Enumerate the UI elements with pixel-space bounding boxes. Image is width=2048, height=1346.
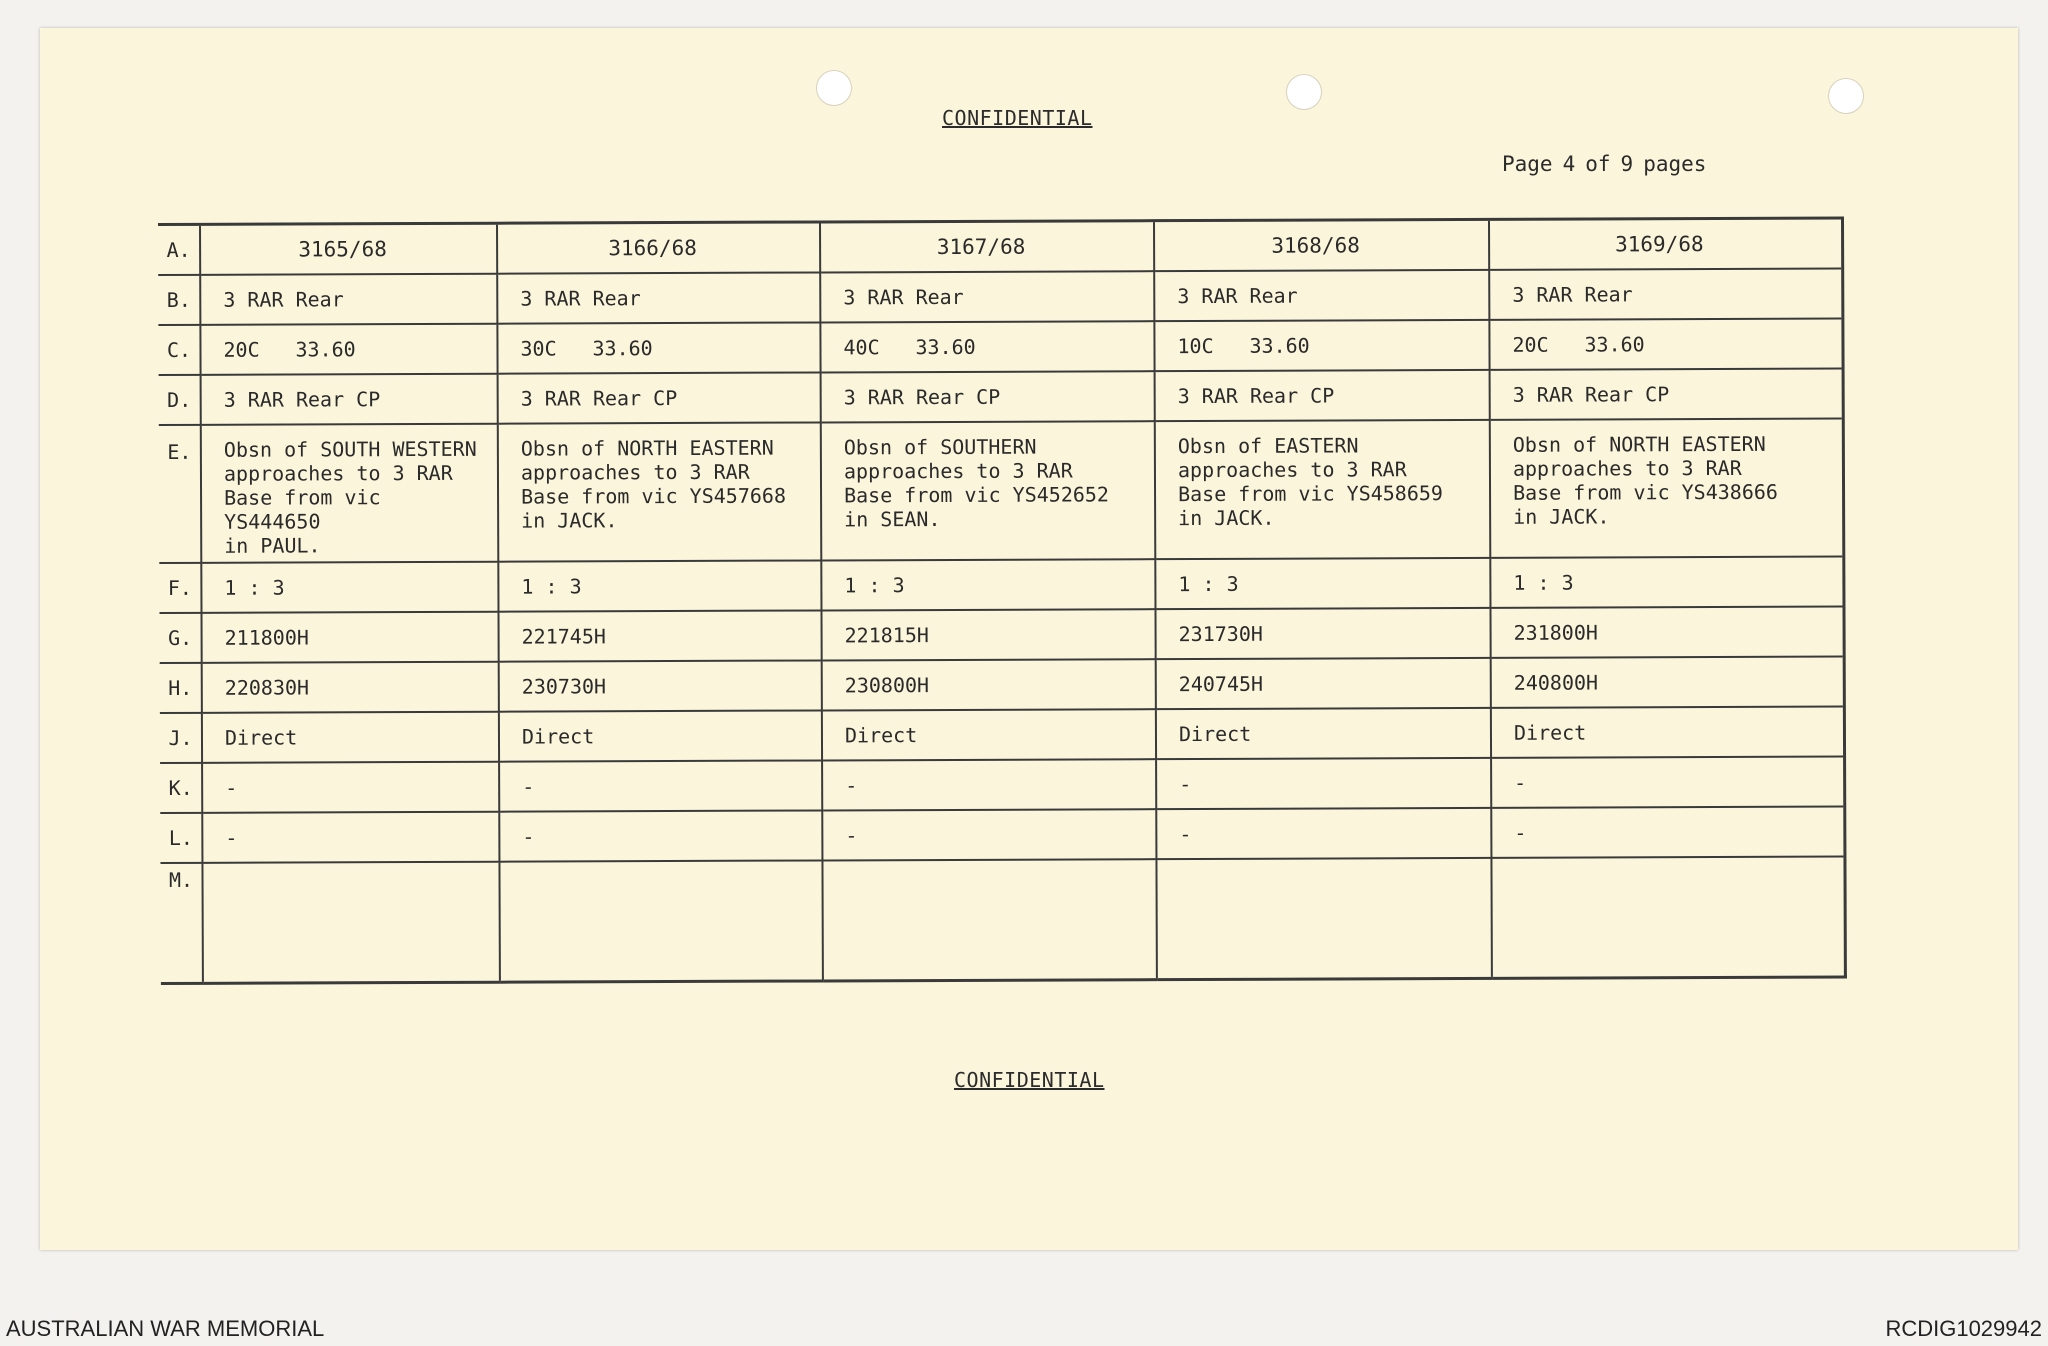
cell-part: 20C xyxy=(223,337,260,362)
table-cell: 1 : 3 xyxy=(821,559,1155,610)
page-number xyxy=(1502,152,1716,176)
table-cell: Direct xyxy=(202,712,499,763)
table-cell: - xyxy=(499,760,822,811)
table-cell: 3 RAR Rear xyxy=(1154,270,1489,321)
table-cell xyxy=(1489,319,1842,370)
cell-line: Obsn of SOUTH WESTERN xyxy=(223,436,477,462)
cell-part: 33.60 xyxy=(915,334,976,360)
table-cell xyxy=(201,424,499,563)
row-label: D. xyxy=(159,375,201,425)
table-cell xyxy=(1490,419,1844,558)
table-row xyxy=(160,657,1844,713)
table-cell xyxy=(498,422,822,561)
table-cell: 3 RAR Rear xyxy=(820,271,1154,322)
table-cell: - xyxy=(1491,757,1844,808)
table-row xyxy=(159,607,1843,663)
table-row xyxy=(160,707,1844,763)
table-cell: - xyxy=(1156,758,1491,809)
page-word: Page xyxy=(1502,152,1553,176)
table-cell xyxy=(822,859,1156,981)
cell-line: in JACK. xyxy=(1513,504,1610,529)
archive-id: RCDIG1029942 xyxy=(1885,1316,2042,1341)
table-cell xyxy=(202,862,499,984)
table-cell: 3 RAR Rear xyxy=(497,272,820,323)
table-cell: Direct xyxy=(822,709,1156,760)
table-cell: Direct xyxy=(1491,707,1844,758)
row-label: A. xyxy=(158,224,200,275)
cell-line: Obsn of NORTH EASTERN xyxy=(520,435,774,461)
table-cell: 1 : 3 xyxy=(1155,558,1490,609)
table-cell: 230730H xyxy=(499,660,822,711)
table-cell: - xyxy=(202,812,499,863)
cell-line: approaches to 3 RAR xyxy=(1512,455,1742,481)
punch-hole xyxy=(816,70,852,106)
page-of-word: of xyxy=(1585,152,1611,176)
table-cell: 1 : 3 xyxy=(201,562,498,613)
cell-line: approaches to 3 RAR xyxy=(520,459,750,485)
cell-part: 10C xyxy=(1177,333,1214,359)
table-cell: 1 : 3 xyxy=(1490,557,1843,608)
document-page xyxy=(40,28,2018,1250)
serial-number: 3169/68 xyxy=(1489,218,1842,270)
row-label: H. xyxy=(160,663,202,713)
cell-part: 40C xyxy=(843,335,880,360)
table-cell: - xyxy=(202,762,499,813)
row-label: F. xyxy=(159,563,201,613)
table-cell: - xyxy=(822,759,1156,810)
archive-source: AUSTRALIAN WAR MEMORIAL xyxy=(6,1316,325,1341)
cell-line: Base from vic YS458659 xyxy=(1178,481,1443,507)
cell-line: in PAUL. xyxy=(224,533,321,558)
row-label: L. xyxy=(160,813,202,863)
page-total: 9 xyxy=(1620,152,1634,176)
table-row xyxy=(159,557,1843,613)
table-row xyxy=(158,269,1842,325)
cell-line: in SEAN. xyxy=(844,506,941,532)
row-label: G. xyxy=(159,613,201,663)
cell-line: Obsn of SOUTHERN xyxy=(843,434,1037,460)
table-cell: 211800H xyxy=(201,612,498,663)
table-cell: - xyxy=(1156,808,1491,859)
serial-number: 3165/68 xyxy=(200,223,497,275)
table-row xyxy=(158,218,1842,275)
cell-part: 33.60 xyxy=(1249,333,1310,358)
row-label: J. xyxy=(160,713,202,763)
table-cell xyxy=(1154,320,1489,371)
row-label: B. xyxy=(158,275,200,325)
row-label: E. xyxy=(159,425,202,563)
table-cell: Direct xyxy=(499,710,822,761)
cell-line: in JACK. xyxy=(1178,505,1275,531)
serial-number: 3166/68 xyxy=(497,222,820,274)
cell-part: 33.60 xyxy=(295,337,356,362)
table-cell: 231730H xyxy=(1155,608,1490,659)
table-row xyxy=(158,319,1842,375)
table-cell: 3 RAR Rear CP xyxy=(498,372,821,423)
table-cell: 240745H xyxy=(1156,658,1491,709)
cell-line: approaches to 3 RAR xyxy=(223,460,453,486)
table-cell: 3 RAR Rear CP xyxy=(821,371,1155,422)
table-row xyxy=(159,419,1844,563)
table-cell: Direct xyxy=(1156,708,1491,759)
cell-line: Base from vic YS457668 xyxy=(521,483,787,509)
cell-part: 30C xyxy=(520,336,557,361)
cell-part: 33.60 xyxy=(592,336,653,361)
table-cell: 220830H xyxy=(202,662,499,713)
table-cell xyxy=(820,321,1154,372)
cell-line: in JACK. xyxy=(521,508,618,533)
table-cell xyxy=(499,860,822,982)
cell-part: 33.60 xyxy=(1584,332,1645,357)
table-cell xyxy=(1491,857,1844,979)
serial-number: 3168/68 xyxy=(1154,219,1489,271)
table-cell: 221745H xyxy=(498,610,821,661)
punch-hole xyxy=(1286,74,1322,110)
table-cell: 3 RAR Rear xyxy=(1489,269,1842,320)
table-cell: 3 RAR Rear CP xyxy=(1155,370,1490,421)
table-cell: 221815H xyxy=(821,609,1155,660)
table-row xyxy=(160,807,1844,863)
table-cell: - xyxy=(499,810,822,861)
table-row xyxy=(160,757,1844,813)
table-cell xyxy=(821,421,1156,560)
table-cell: - xyxy=(822,809,1156,860)
table-cell: 231800H xyxy=(1490,607,1843,658)
row-label: K. xyxy=(160,763,202,813)
table-row xyxy=(159,369,1843,425)
punch-hole xyxy=(1828,78,1864,114)
table-cell: 240800H xyxy=(1491,657,1844,708)
row-label: C. xyxy=(158,325,200,375)
table-cell: 3 RAR Rear xyxy=(200,274,497,325)
table-cell: - xyxy=(1491,807,1844,858)
table-cell: 3 RAR Rear CP xyxy=(1490,369,1843,420)
cell-line: Obsn of NORTH EASTERN xyxy=(1512,431,1766,457)
table-cell: 3 RAR Rear CP xyxy=(201,374,498,425)
serial-number: 3167/68 xyxy=(820,221,1154,273)
row-label: M. xyxy=(160,863,202,984)
cell-line: Base from vic YS438666 xyxy=(1512,479,1778,505)
table-cell xyxy=(1155,420,1491,559)
serial-record-table xyxy=(158,217,1846,985)
table-cell xyxy=(200,324,497,375)
cell-line: approaches to 3 RAR xyxy=(1177,457,1407,483)
cell-line: approaches to 3 RAR xyxy=(843,458,1073,484)
cell-line: Base from vic YS452652 xyxy=(844,482,1110,508)
cell-line: Base from vic YS444650 xyxy=(224,485,381,534)
table-cell xyxy=(1156,858,1491,980)
table-cell xyxy=(497,322,820,373)
table-row xyxy=(160,857,1844,984)
cell-part: 20C xyxy=(1512,332,1549,357)
cell-line: Obsn of EASTERN xyxy=(1177,433,1359,459)
classification-header: CONFIDENTIAL xyxy=(942,106,1093,130)
page-current: 4 xyxy=(1562,152,1576,176)
classification-footer: CONFIDENTIAL xyxy=(954,1068,1105,1092)
table-cell: 230800H xyxy=(822,659,1156,710)
table-cell: 1 : 3 xyxy=(498,560,821,611)
pages-word: pages xyxy=(1643,152,1707,176)
